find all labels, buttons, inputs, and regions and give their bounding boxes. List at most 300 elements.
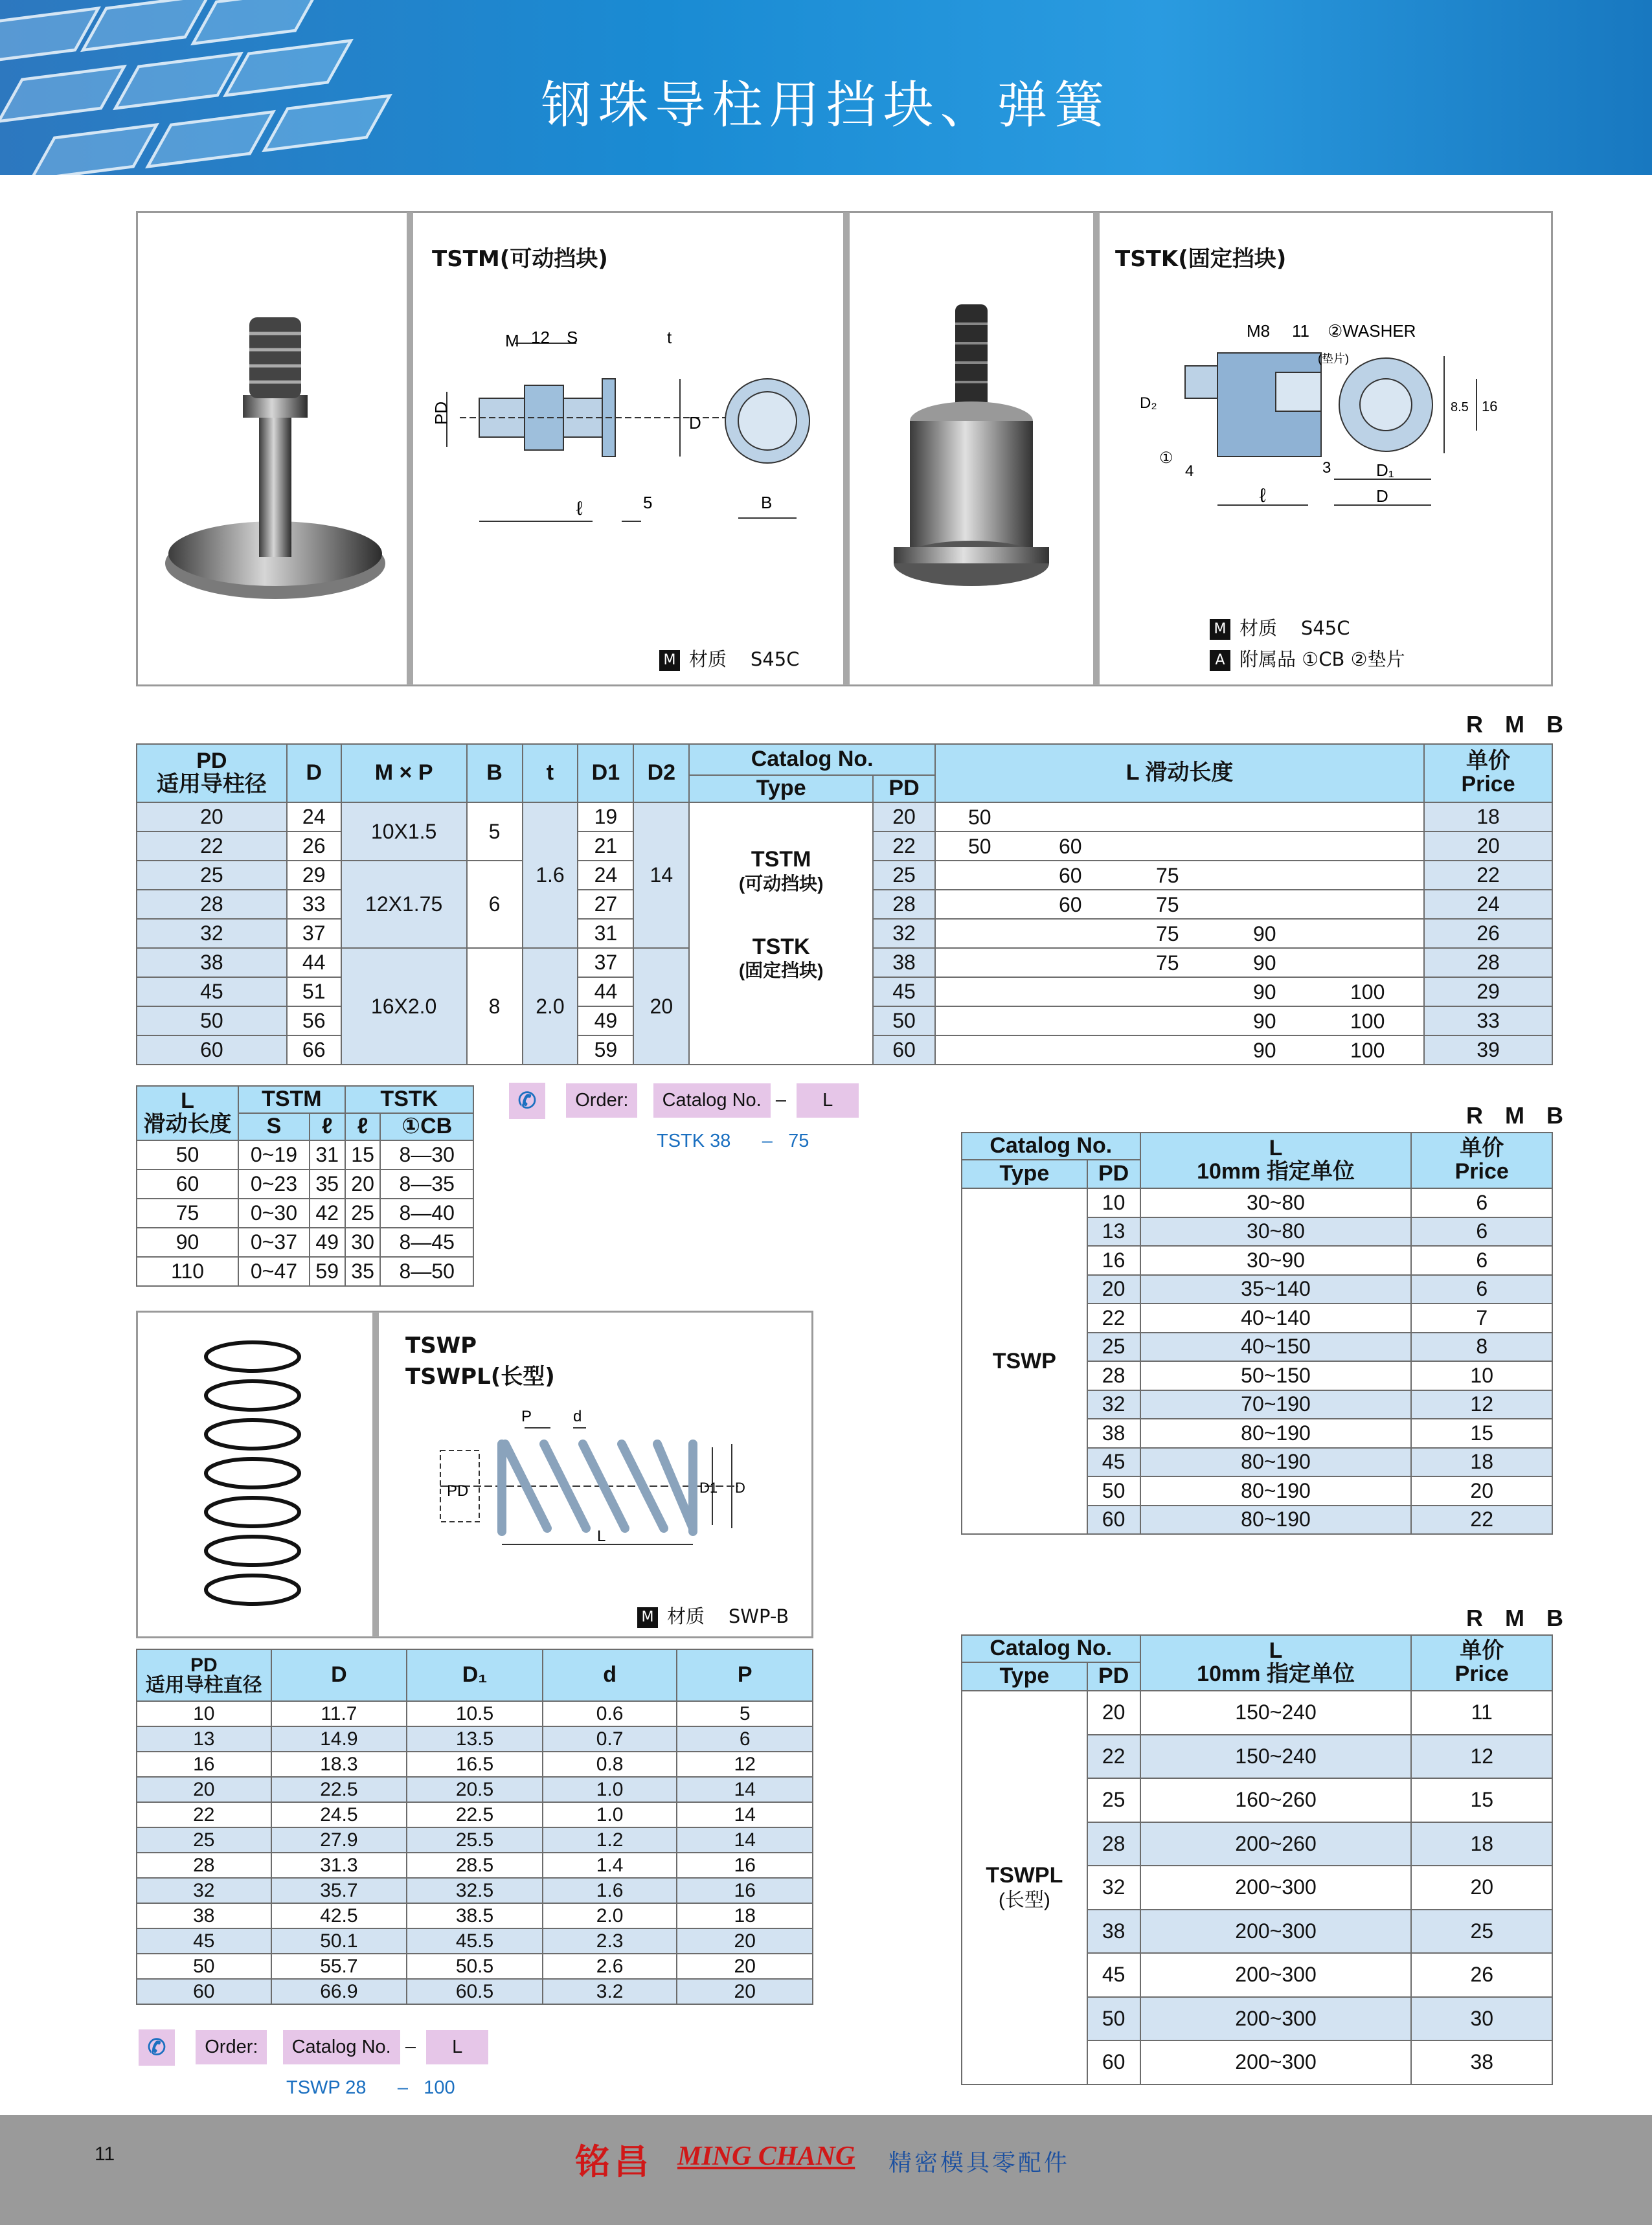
svg-text:D₂: D₂ [1140, 394, 1157, 412]
table-cell: 13.5 [407, 1726, 543, 1752]
d1-cell: 49 [578, 1006, 633, 1035]
material-icon: M [659, 650, 680, 671]
table-row [137, 1802, 813, 1827]
table-cell: 15 [345, 1140, 381, 1169]
tstm-material: M 材质 S45C [659, 645, 799, 672]
svg-text:D₁: D₁ [1376, 460, 1394, 480]
length-cell: 60 75 [935, 890, 1424, 919]
currency-label: R M B [1466, 1102, 1571, 1129]
catalog-pd-cell: 20 [873, 802, 935, 831]
table-row [137, 1827, 813, 1853]
table-cell: 32.5 [407, 1878, 543, 1903]
table-row [137, 1954, 813, 1979]
price-cell: 15 [1411, 1419, 1552, 1448]
table-row [137, 1878, 813, 1903]
pd-cell: 32 [1087, 1390, 1140, 1419]
table-cell: 18 [677, 1903, 813, 1928]
table-cell: 5 [677, 1701, 813, 1726]
catalog-pd-cell: 22 [873, 831, 935, 861]
catalog-pd-cell: 60 [873, 1035, 935, 1065]
pd-cell: 32 [1087, 1866, 1140, 1910]
divider [843, 212, 850, 685]
spring-table: PD 适用导柱直径 D D₁ d P 10 11.7 10.5 0.6 5 13 14.9 13.5 0.7 6 16 18.3 16.5 0.8 12 20 22.5 20.5 1.0 14 22 24.5 22.5 1.0 14 25 27.9 25.5 1.2 14 28 31.3 28.5 1.4 16 32 35.7 32.5 1.6 16 38 42.5 38.5 2.0 18 45 50.1 45.5 2.3 20 50 55.7 50.5 2.6 20 60 66.9 60.5 3.2 20 [136, 1649, 813, 2005]
pd-cell: 45 [1087, 1953, 1140, 1997]
length-cell: 50~150 [1140, 1361, 1412, 1390]
t-cell: 2.0 [523, 948, 578, 1065]
svg-text:12: 12 [531, 328, 550, 347]
length-cell: 40~150 [1140, 1333, 1412, 1362]
price-cell: 6 [1411, 1246, 1552, 1275]
table-cell: 1.0 [543, 1802, 677, 1827]
table-cell: 16 [677, 1878, 813, 1903]
table-row [137, 1199, 473, 1228]
table-cell: 38.5 [407, 1903, 543, 1928]
type-cell: TSWPL (长型) [962, 1691, 1087, 2084]
spring-material: M 材质 SWP-B [637, 1602, 789, 1629]
pd-cell: 10 [1087, 1188, 1140, 1217]
mp-cell: 12X1.75 [341, 861, 467, 948]
svg-text:M8: M8 [1247, 321, 1271, 341]
table-cell: 14 [677, 1777, 813, 1802]
price-cell: 25 [1411, 1910, 1552, 1954]
catalog-pd-cell: 28 [873, 890, 935, 919]
length-cell: 40~140 [1140, 1304, 1412, 1333]
d1-cell: 37 [578, 948, 633, 977]
table-cell: 11.7 [271, 1701, 407, 1726]
price-cell: 22 [1424, 861, 1552, 890]
svg-text:D: D [1376, 486, 1388, 506]
table-row [137, 1928, 813, 1954]
pd-cell: 45 [1087, 1448, 1140, 1477]
table-cell: 16 [677, 1853, 813, 1878]
length-cell: 200~300 [1140, 1910, 1412, 1954]
pd-cell: 25 [1087, 1333, 1140, 1362]
pd-cell: 20 [1087, 1691, 1140, 1735]
price-cell: 6 [1411, 1188, 1552, 1217]
table-cell: 13 [137, 1726, 271, 1752]
length-cell: 30~80 [1140, 1188, 1412, 1217]
table-row [962, 1691, 1552, 1735]
table-cell: 1.2 [543, 1827, 677, 1853]
table-cell: 8—40 [380, 1199, 473, 1228]
table-cell: 35.7 [271, 1878, 407, 1903]
pd-cell: 28 [1087, 1822, 1140, 1866]
table-cell: 20.5 [407, 1777, 543, 1802]
svg-text:ℓ: ℓ [576, 498, 583, 519]
divider [407, 212, 413, 685]
table-cell: 22.5 [407, 1802, 543, 1827]
table-cell: 31 [310, 1140, 345, 1169]
length-cell: 80~190 [1140, 1506, 1412, 1535]
order-example-2: TSWP 28 – 100 [286, 2077, 455, 2098]
brand-en: MING CHANG [677, 2141, 855, 2171]
d1-cell: 19 [578, 802, 633, 831]
pd-cell: 25 [137, 861, 287, 890]
pd-cell: 22 [1087, 1735, 1140, 1779]
table-cell: 50.1 [271, 1928, 407, 1954]
table-cell: 10.5 [407, 1701, 543, 1726]
price-cell: 15 [1411, 1778, 1552, 1822]
table-cell: 2.0 [543, 1903, 677, 1928]
table-cell: 25.5 [407, 1827, 543, 1853]
price-cell: 38 [1411, 2040, 1552, 2084]
catalog-pd-cell: 25 [873, 861, 935, 890]
d-cell: 51 [287, 977, 341, 1006]
tagline: 精密模具零配件 [888, 2150, 1070, 2176]
length-cell: 30~80 [1140, 1217, 1412, 1247]
table-cell: 35 [345, 1257, 381, 1286]
svg-text:L: L [597, 1528, 606, 1545]
price-cell: 12 [1411, 1735, 1552, 1779]
d-cell: 29 [287, 861, 341, 890]
d-cell: 44 [287, 948, 341, 977]
pd-cell: 50 [1087, 1997, 1140, 2041]
price-cell: 18 [1411, 1822, 1552, 1866]
pd-cell: 60 [137, 1035, 287, 1065]
table-cell: 1.6 [543, 1878, 677, 1903]
table-cell: 50 [137, 1954, 271, 1979]
pd-cell: 32 [137, 919, 287, 948]
pd-cell: 20 [137, 802, 287, 831]
table-cell: 22.5 [271, 1777, 407, 1802]
d-cell: 37 [287, 919, 341, 948]
length-cell: 75 90 [935, 948, 1424, 977]
svg-text:PD: PD [431, 401, 451, 425]
pd-cell: 50 [1087, 1476, 1140, 1506]
price-cell: 7 [1411, 1304, 1552, 1333]
table-cell: 14 [677, 1827, 813, 1853]
table-row [137, 1752, 813, 1777]
length-cell: 200~300 [1140, 1997, 1412, 2041]
table-cell: 16.5 [407, 1752, 543, 1777]
page-title: 钢珠导柱用挡块、弹簧 [541, 76, 1111, 135]
stopper-table: PD 适用导柱径 D M × P B t D1 D2 Catalog No. L 滑动长度 单价 Price Type PD 20 24 10X1.5 5 1.6 19 14 TSTM (可动挡块) TSTK (固定挡块) 20 50 18 22 26 21 22 50 60 20 25 29 12X1.75 6 24 25 60 75 22 28 33 27 28 60 75 24 32 37 31 32 75 90 26 38 44 16X2.0 8 2.0 37 20 38 75 90 28 45 51 44 45 90 100 29 50 56 49 50 90 100 33 60 66 59 60 90 100 39 [136, 743, 1553, 1065]
table-row [137, 1903, 813, 1928]
table-cell: 0.7 [543, 1726, 677, 1752]
svg-text:D: D [735, 1480, 745, 1496]
d-cell: 33 [287, 890, 341, 919]
table-cell: 12 [677, 1752, 813, 1777]
spring-photo [194, 1337, 311, 1616]
table-cell: 42.5 [271, 1903, 407, 1928]
tswpl-label: TSWPL(长型) [405, 1364, 555, 1390]
length-cell: 200~300 [1140, 1866, 1412, 1910]
length-cell: 35~140 [1140, 1275, 1412, 1304]
currency-label: R M B [1466, 1605, 1571, 1631]
price-cell: 11 [1411, 1691, 1552, 1735]
divider [1093, 212, 1100, 685]
length-cell: 160~260 [1140, 1778, 1412, 1822]
svg-text:d: d [573, 1408, 582, 1425]
table-cell: 16 [137, 1752, 271, 1777]
table-cell: 30 [345, 1228, 381, 1257]
tswp-table: Catalog No. L 10mm 指定单位 单价 Price Type PD TSWP 10 30~80 6 13 30~80 6 16 30~90 6 20 35~140 6 22 40~140 7 25 40~150 8 28 50~150 10 32 70~190 12 38 80~190 15 45 80~190 18 50 80~190 20 60 80~190 22 [961, 1132, 1553, 1535]
price-cell: 30 [1411, 1997, 1552, 2041]
d2-cell: 20 [633, 948, 689, 1065]
price-cell: 20 [1424, 831, 1552, 861]
accessory-icon: A [1210, 650, 1230, 671]
order-format-2: ✆ Order: Catalog No. – L [139, 2029, 488, 2066]
catalog-pd-cell: 45 [873, 977, 935, 1006]
pd-cell: 28 [137, 890, 287, 919]
table-row [137, 1979, 813, 2004]
length-cell: 60 75 [935, 861, 1424, 890]
table-cell: 20 [137, 1777, 271, 1802]
divider [372, 1312, 379, 1637]
d-cell: 66 [287, 1035, 341, 1065]
table-cell: 31.3 [271, 1853, 407, 1878]
tswp-label: TSWP [405, 1333, 477, 1359]
table-cell: 35 [310, 1169, 345, 1199]
d1-cell: 59 [578, 1035, 633, 1065]
table-cell: 22 [137, 1802, 271, 1827]
price-cell: 20 [1411, 1866, 1552, 1910]
table-cell: 55.7 [271, 1954, 407, 1979]
table-cell: 60 [137, 1979, 271, 2004]
pd-cell: 38 [1087, 1419, 1140, 1448]
currency-label: R M B [1466, 711, 1571, 738]
table-cell: 59 [310, 1257, 345, 1286]
table-row [137, 1169, 473, 1199]
material-icon: M [1210, 619, 1230, 640]
table-cell: 8—45 [380, 1228, 473, 1257]
length-cell: 50 [935, 802, 1424, 831]
length-cell: 80~190 [1140, 1476, 1412, 1506]
table-cell: 0.8 [543, 1752, 677, 1777]
table-cell: 25 [345, 1199, 381, 1228]
svg-text:D1: D1 [699, 1480, 718, 1496]
table-row [137, 1726, 813, 1752]
table-cell: 6 [677, 1726, 813, 1752]
table-row [137, 802, 1552, 831]
length-cell: 200~300 [1140, 1953, 1412, 1997]
table-row [962, 1188, 1552, 1217]
table-cell: 28 [137, 1853, 271, 1878]
pd-cell: 20 [1087, 1275, 1140, 1304]
table-cell: 0.6 [543, 1701, 677, 1726]
price-cell: 26 [1411, 1953, 1552, 1997]
t-cell: 1.6 [523, 802, 578, 948]
b-cell: 8 [467, 948, 523, 1065]
table-cell: 14.9 [271, 1726, 407, 1752]
table-cell: 45.5 [407, 1928, 543, 1954]
tstk-photo [874, 298, 1069, 596]
table-cell: 45 [137, 1928, 271, 1954]
price-cell: 8 [1411, 1333, 1552, 1362]
svg-text:16: 16 [1482, 398, 1498, 414]
pd-cell: 25 [1087, 1778, 1140, 1822]
table-cell: 60 [137, 1169, 238, 1199]
table-cell: 8—30 [380, 1140, 473, 1169]
price-cell: 18 [1411, 1448, 1552, 1477]
price-cell: 24 [1424, 890, 1552, 919]
length-cell: 70~190 [1140, 1390, 1412, 1419]
table-row [137, 1853, 813, 1878]
price-cell: 20 [1411, 1476, 1552, 1506]
table-cell: 90 [137, 1228, 238, 1257]
pd-cell: 22 [1087, 1304, 1140, 1333]
table-cell: 18.3 [271, 1752, 407, 1777]
tswpl-table: Catalog No. L 10mm 指定单位 单价 Price Type PD TSWPL (长型) 20 150~240 11 22 150~240 12 25 160~260 15 28 200~260 18 32 200~300 20 38 200~300 25 45 200~300 26 50 200~300 30 60 200~300 38 [961, 1634, 1553, 2085]
table-cell: 3.2 [543, 1979, 677, 2004]
tstk-accessory: A 附属品 ①CB ②垫片 [1210, 645, 1405, 672]
tstk-label: TSTK(固定挡块) [1115, 246, 1287, 272]
price-cell: 10 [1411, 1361, 1552, 1390]
table-cell: 1.0 [543, 1777, 677, 1802]
svg-text:t: t [667, 328, 672, 347]
table-cell: 42 [310, 1199, 345, 1228]
table-cell: 1.4 [543, 1853, 677, 1878]
mp-cell: 16X2.0 [341, 948, 467, 1065]
price-cell: 26 [1424, 919, 1552, 948]
pd-cell: 60 [1087, 1506, 1140, 1535]
pd-cell: 50 [137, 1006, 287, 1035]
type-cell: TSWP [962, 1188, 1087, 1534]
price-cell: 6 [1411, 1217, 1552, 1247]
length-cell: 30~90 [1140, 1246, 1412, 1275]
svg-text:8.5: 8.5 [1451, 400, 1469, 414]
length-cell: 80~190 [1140, 1419, 1412, 1448]
table-cell: 0~37 [238, 1228, 310, 1257]
table-cell: 0~47 [238, 1257, 310, 1286]
length-cell: 200~300 [1140, 2040, 1412, 2084]
spring-drawing [427, 1399, 751, 1554]
svg-text:D: D [689, 413, 701, 433]
table-row [137, 1140, 473, 1169]
svg-text:P: P [521, 1408, 532, 1425]
table-cell: 38 [137, 1903, 271, 1928]
page-number: 11 [95, 2143, 115, 2165]
svg-text:PD: PD [447, 1482, 469, 1500]
table-cell: 0~30 [238, 1199, 310, 1228]
length-cell: 150~240 [1140, 1735, 1412, 1779]
length-cell: 80~190 [1140, 1448, 1412, 1477]
price-cell: 6 [1411, 1275, 1552, 1304]
pd-cell: 60 [1087, 2040, 1140, 2084]
table-cell: 66.9 [271, 1979, 407, 2004]
price-cell: 12 [1411, 1390, 1552, 1419]
catalog-pd-cell: 50 [873, 1006, 935, 1035]
price-cell: 29 [1424, 977, 1552, 1006]
table-cell: 20 [677, 1928, 813, 1954]
table-cell: 110 [137, 1257, 238, 1286]
price-cell: 39 [1424, 1035, 1552, 1065]
catalog-pd-cell: 32 [873, 919, 935, 948]
table-cell: 60.5 [407, 1979, 543, 2004]
price-cell: 28 [1424, 948, 1552, 977]
b-cell: 5 [467, 802, 523, 861]
length-cell: 200~260 [1140, 1822, 1412, 1866]
length-cell: 50 60 [935, 831, 1424, 861]
table-cell: 25 [137, 1827, 271, 1853]
d-cell: 24 [287, 802, 341, 831]
table-cell: 20 [345, 1169, 381, 1199]
pd-cell: 38 [137, 948, 287, 977]
phone-icon: ✆ [509, 1083, 545, 1119]
table-cell: 49 [310, 1228, 345, 1257]
table-cell: 20 [677, 1954, 813, 1979]
table-cell: 50 [137, 1140, 238, 1169]
table-cell: 8—35 [380, 1169, 473, 1199]
tstk-material: M 材质 S45C [1210, 614, 1350, 640]
table-cell: 20 [677, 1979, 813, 2004]
svg-text:ℓ: ℓ [1260, 485, 1266, 506]
d1-cell: 31 [578, 919, 633, 948]
length-cell: 90 100 [935, 977, 1424, 1006]
svg-text:(垫片): (垫片) [1318, 352, 1349, 365]
table-cell: 27.9 [271, 1827, 407, 1853]
length-cell: 90 100 [935, 1035, 1424, 1065]
tstm-photo [155, 298, 395, 609]
pd-cell: 13 [1087, 1217, 1140, 1247]
table-cell: 10 [137, 1701, 271, 1726]
table-row [137, 1228, 473, 1257]
pd-cell: 16 [1087, 1246, 1140, 1275]
type-cell: TSTM (可动挡块) TSTK (固定挡块) [689, 802, 873, 1065]
phone-icon: ✆ [139, 2029, 175, 2066]
material-icon: M [637, 1607, 658, 1628]
order-example-1: TSTK 38 – 75 [657, 1131, 809, 1151]
pd-cell: 38 [1087, 1910, 1140, 1954]
table-cell: 75 [137, 1199, 238, 1228]
table-cell: 28.5 [407, 1853, 543, 1878]
svg-text:5: 5 [643, 493, 653, 512]
pd-cell: 28 [1087, 1361, 1140, 1390]
svg-text:B: B [761, 493, 773, 512]
svg-text:11: 11 [1292, 321, 1309, 341]
d1-cell: 24 [578, 861, 633, 890]
table-cell: 0~19 [238, 1140, 310, 1169]
tstm-label: TSTM(可动挡块) [432, 246, 608, 272]
table-row [137, 1257, 473, 1286]
d-cell: 56 [287, 1006, 341, 1035]
table-cell: 0~23 [238, 1169, 310, 1199]
catalog-pd-cell: 38 [873, 948, 935, 977]
svg-text:②WASHER: ②WASHER [1328, 321, 1416, 341]
mp-cell: 10X1.5 [341, 802, 467, 861]
tstm-drawing [427, 324, 829, 531]
table-cell: 8—50 [380, 1257, 473, 1286]
table-cell: 14 [677, 1802, 813, 1827]
price-cell: 22 [1411, 1506, 1552, 1535]
price-cell: 33 [1424, 1006, 1552, 1035]
brand-cn: 铭昌 [575, 2141, 653, 2182]
d1-cell: 44 [578, 977, 633, 1006]
pd-cell: 22 [137, 831, 287, 861]
order-format-1: ✆ Order: Catalog No. – L [509, 1083, 859, 1119]
tstk-drawing [1120, 317, 1509, 518]
length-table: L 滑动长度 TSTM TSTK S ℓ ℓ ①CB 50 0~19 31 15 8—30 60 0~23 35 20 8—35 75 0~30 42 25 8—40 90 0~37 49 30 8—45 110 0~47 59 35 8—50 [136, 1085, 474, 1287]
length-cell: 150~240 [1140, 1691, 1412, 1735]
table-cell: 24.5 [271, 1802, 407, 1827]
svg-text:4: 4 [1185, 462, 1194, 480]
table-cell: 32 [137, 1878, 271, 1903]
d1-cell: 27 [578, 890, 633, 919]
svg-text:S: S [567, 328, 578, 347]
length-cell: 75 90 [935, 919, 1424, 948]
b-cell: 6 [467, 861, 523, 948]
table-cell: 2.3 [543, 1928, 677, 1954]
svg-text:①: ① [1159, 449, 1173, 467]
price-cell: 18 [1424, 802, 1552, 831]
d2-cell: 14 [633, 802, 689, 948]
d-cell: 26 [287, 831, 341, 861]
pd-cell: 45 [137, 977, 287, 1006]
table-cell: 50.5 [407, 1954, 543, 1979]
svg-text:3: 3 [1322, 459, 1331, 477]
table-row [137, 1701, 813, 1726]
table-cell: 2.6 [543, 1954, 677, 1979]
